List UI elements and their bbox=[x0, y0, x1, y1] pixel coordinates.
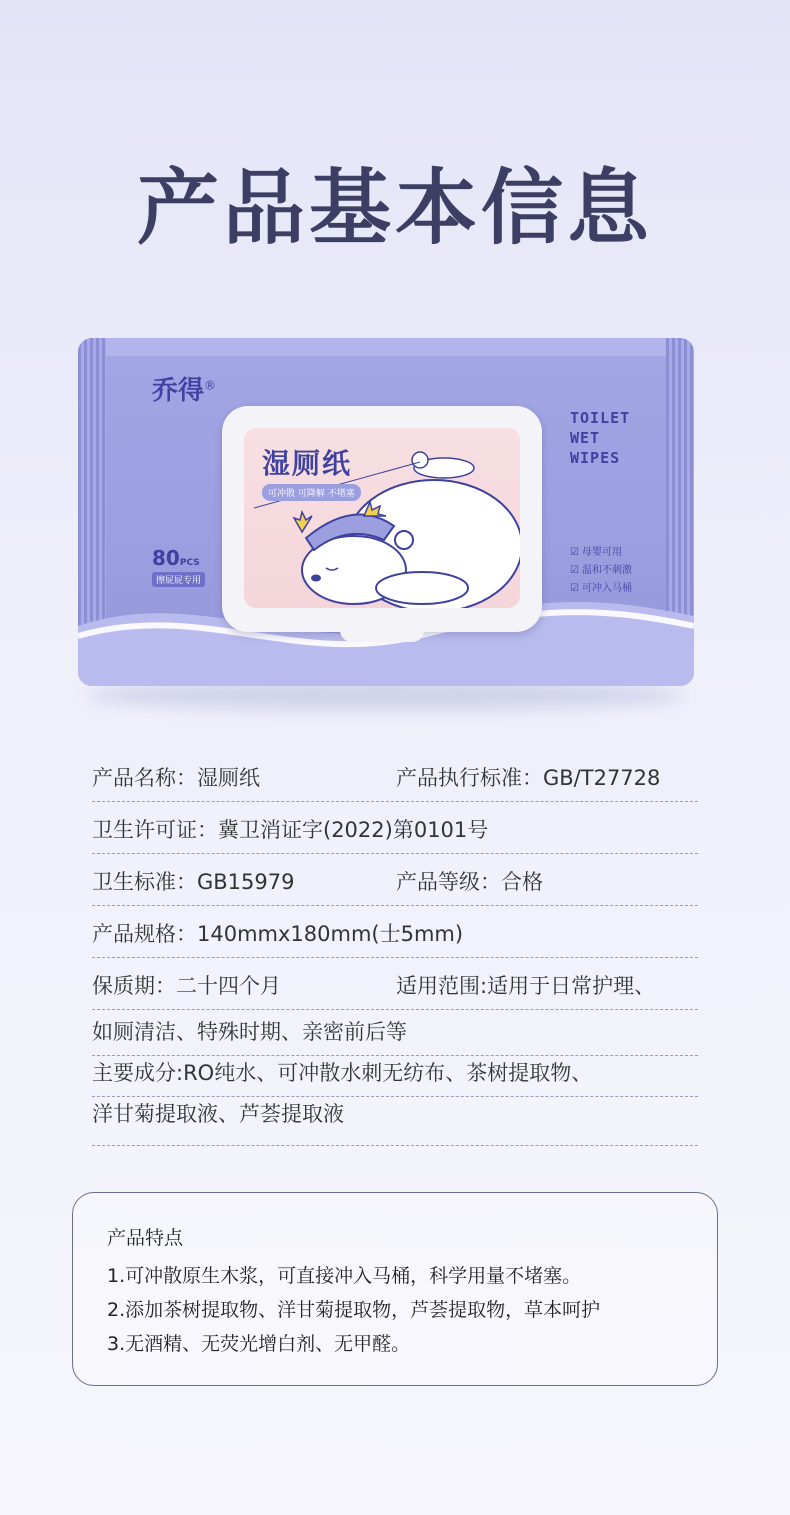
info-cell-left: 卫生许可证：冀卫消证字(2022)第0101号 bbox=[92, 818, 489, 842]
product-image bbox=[78, 330, 694, 696]
info-row bbox=[92, 958, 698, 1010]
pack-lid bbox=[222, 406, 542, 632]
brand-name: 乔得 bbox=[152, 376, 205, 406]
feature-checklist bbox=[570, 544, 632, 598]
features-title: 产品特点 bbox=[107, 1227, 184, 1249]
info-cell-right: 产品执行标准：GB/T27728 bbox=[396, 766, 661, 790]
check-item: ☑ 可冲入马桶 bbox=[570, 580, 632, 598]
info-row bbox=[92, 750, 698, 802]
brand-logo bbox=[152, 370, 216, 407]
registered-mark: ® bbox=[204, 378, 217, 393]
product-tagline: 可冲散 可降解 不堵塞 bbox=[262, 484, 361, 501]
info-cell-right: 产品等级：合格 bbox=[396, 870, 543, 894]
lid-tab bbox=[340, 620, 424, 642]
info-cell-left: 保质期：二十四个月 bbox=[92, 974, 281, 998]
english-name bbox=[570, 408, 630, 468]
check-item: ☑ 母婴可用 bbox=[570, 544, 632, 562]
info-cell-left: 主要成分:RO纯水、可冲散水刺无纺布、茶树提取物、 bbox=[92, 1061, 593, 1085]
english-name-line: WET bbox=[570, 429, 601, 447]
info-row bbox=[92, 906, 698, 958]
info-cell-left: 产品规格：140mmx180mm(士5mm) bbox=[92, 922, 464, 946]
page-title: 产品基本信息 bbox=[136, 161, 653, 256]
pack-top-band bbox=[106, 338, 666, 356]
info-row bbox=[92, 1056, 698, 1097]
product-name-label: 湿厕纸 bbox=[262, 447, 353, 480]
wipes-pack bbox=[78, 338, 694, 686]
lid-window bbox=[244, 428, 520, 608]
feature-item: 1.可冲散原生木浆，可直接冲入马桶，科学用量不堵塞。 bbox=[107, 1265, 582, 1287]
info-row bbox=[92, 802, 698, 854]
feature-item: 2.添加茶树提取物、洋甘菊提取物，芦荟提取物，草本呵护 bbox=[107, 1299, 601, 1321]
features-box bbox=[72, 1192, 718, 1386]
info-row bbox=[92, 1097, 698, 1146]
feature-item: 3.无酒精、无荧光增白剂、无甲醛。 bbox=[107, 1333, 411, 1355]
info-cell-left: 卫生标准：GB15979 bbox=[92, 870, 295, 894]
info-cell-left: 产品名称：湿厕纸 bbox=[92, 766, 260, 790]
product-info-table bbox=[92, 750, 698, 1146]
pack-count bbox=[152, 546, 200, 570]
info-cell-left: 如厕清洁、特殊时期、亲密前后等 bbox=[92, 1020, 407, 1044]
info-row bbox=[92, 1010, 698, 1056]
english-name-line: WIPES bbox=[570, 449, 621, 467]
english-name-line: TOILET bbox=[570, 409, 631, 427]
info-cell-left: 洋甘菊提取液、芦荟提取液 bbox=[92, 1102, 344, 1126]
count-tag: 擦屁屁专用 bbox=[152, 572, 205, 587]
check-item: ☑ 温和不刺激 bbox=[570, 562, 632, 580]
info-row bbox=[92, 854, 698, 906]
info-cell-right: 适用范围:适用于日常护理、 bbox=[396, 974, 656, 998]
count-unit: PCS bbox=[179, 558, 200, 568]
count-value: 80 bbox=[152, 546, 180, 570]
